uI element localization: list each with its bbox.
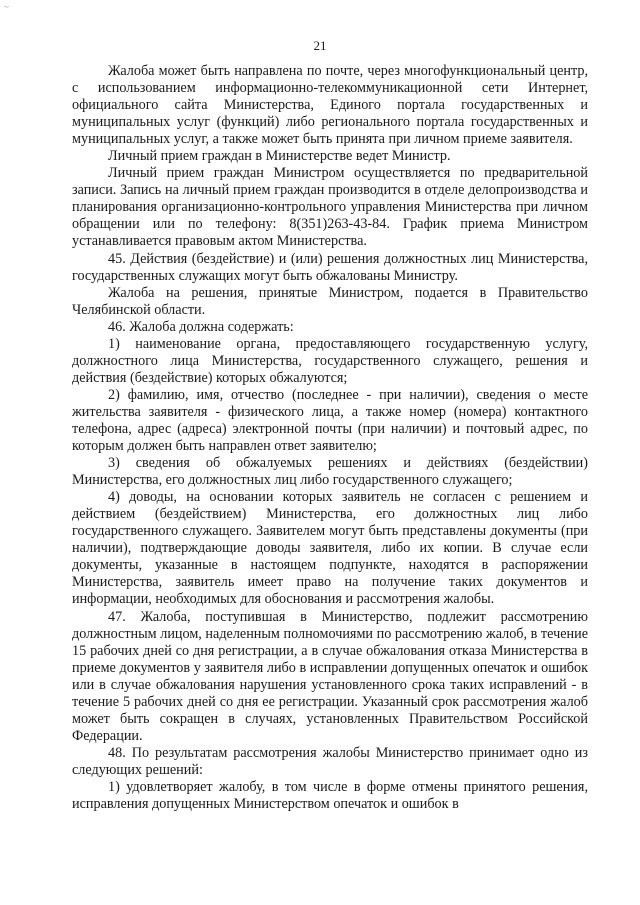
paragraph-item-45: 45. Действия (бездействие) и (или) решения должностных лиц Министерства, государственных служащих могут быть обжалованы Министру. [72,250,588,284]
paragraph-government-appeal: Жалоба на решения, принятые Министром, подается в Правительство Челябинской области. [72,284,588,318]
list-item-46-3: 3) сведения об обжалуемых решениях и действиях (бездействии) Министерства, его должностных лиц либо государственного служащего; [72,455,588,489]
list-item-46-4: 4) доводы, на основании которых заявитель не согласен с решением и действием (бездействием) Министерства, его должностных лиц либо государственного служащего. Заявителем могут быть представлены документы (при наличии), подтверждающие доводы заявителя, либо их копии. В случае если документы, указанные в настоящем подпункте, находятся в распоряжении Министерства, заявитель имеет право на получение таких документов и информации, необходимых для обоснования и рассмотрения жалобы. [72,489,588,608]
paragraph-item-47: 47. Жалоба, поступившая в Министерство, подлежит рассмотрению должностным лицом, наделенным полномочиями по рассмотрению жалоб, в течение 15 рабочих дней со дня регистрации, а в случае обжалования отказа Министерства в приеме документов у заявителя либо в исправлении допущенных опечаток и ошибок или в случае обжалования нарушения установленного срока таких исправлений - в течение 5 рабочих дней со дня ее регистрации. Указанный срок рассмотрения жалоб может быть сокращен в случаях, установленных Правительством Российской Федерации. [72,608,588,744]
list-item-46-2: 2) фамилию, имя, отчество (последнее - при наличии), сведения о месте жительства заявителя - физического лица, а также номер (номера) контактного телефона, адрес (адреса) электронной почты (при наличии) и почтовый адрес, по которым должен быть направлен ответ заявителю; [72,386,588,455]
document-body [72,63,588,813]
paragraph-personal-reception: Личный прием граждан в Министерстве ведет Министр. [108,148,451,165]
paragraph-reception-appointment: Личный прием граждан Министром осуществляется по предварительной записи. Запись на личный прием граждан производится в отделе делопроизводства и планирования организационно-контрольного управления Министерства при личном обращении или по телефону: 8(351)263-43-84. График приема Министром устанавливается правовым актом Министерства. [72,165,588,250]
list-item-48-1: 1) удовлетворяет жалобу, в том числе в форме отмены принятого решения, исправления допущенных Министерством опечаток и ошибок в [72,778,588,813]
list-item-46-1: 1) наименование органа, предоставляющего государственную услугу, должностного лица Министерства, государственного служащего, решения и действия (бездействие) которых обжалуются; [72,335,588,386]
paragraph-item-48: 48. По результатам рассмотрения жалобы Министерство принимает одно из следующих решений: [72,744,588,778]
paragraph-item-46: 46. Жалоба должна содержать: [108,318,294,335]
paragraph-complaint-channels: Жалоба может быть направлена по почте, через многофункциональный центр, с использованием информационно-телекоммуникационной сети Интернет, официального сайта Министерства, Единого портала государственных и муниципальных услуг (функций) либо регионального портала государственных и муниципальных услуг, а также может быть принята при личном приеме заявителя. [72,63,588,148]
scan-corner-mark: ~ [4,2,9,12]
page-number: 21 [313,38,327,53]
